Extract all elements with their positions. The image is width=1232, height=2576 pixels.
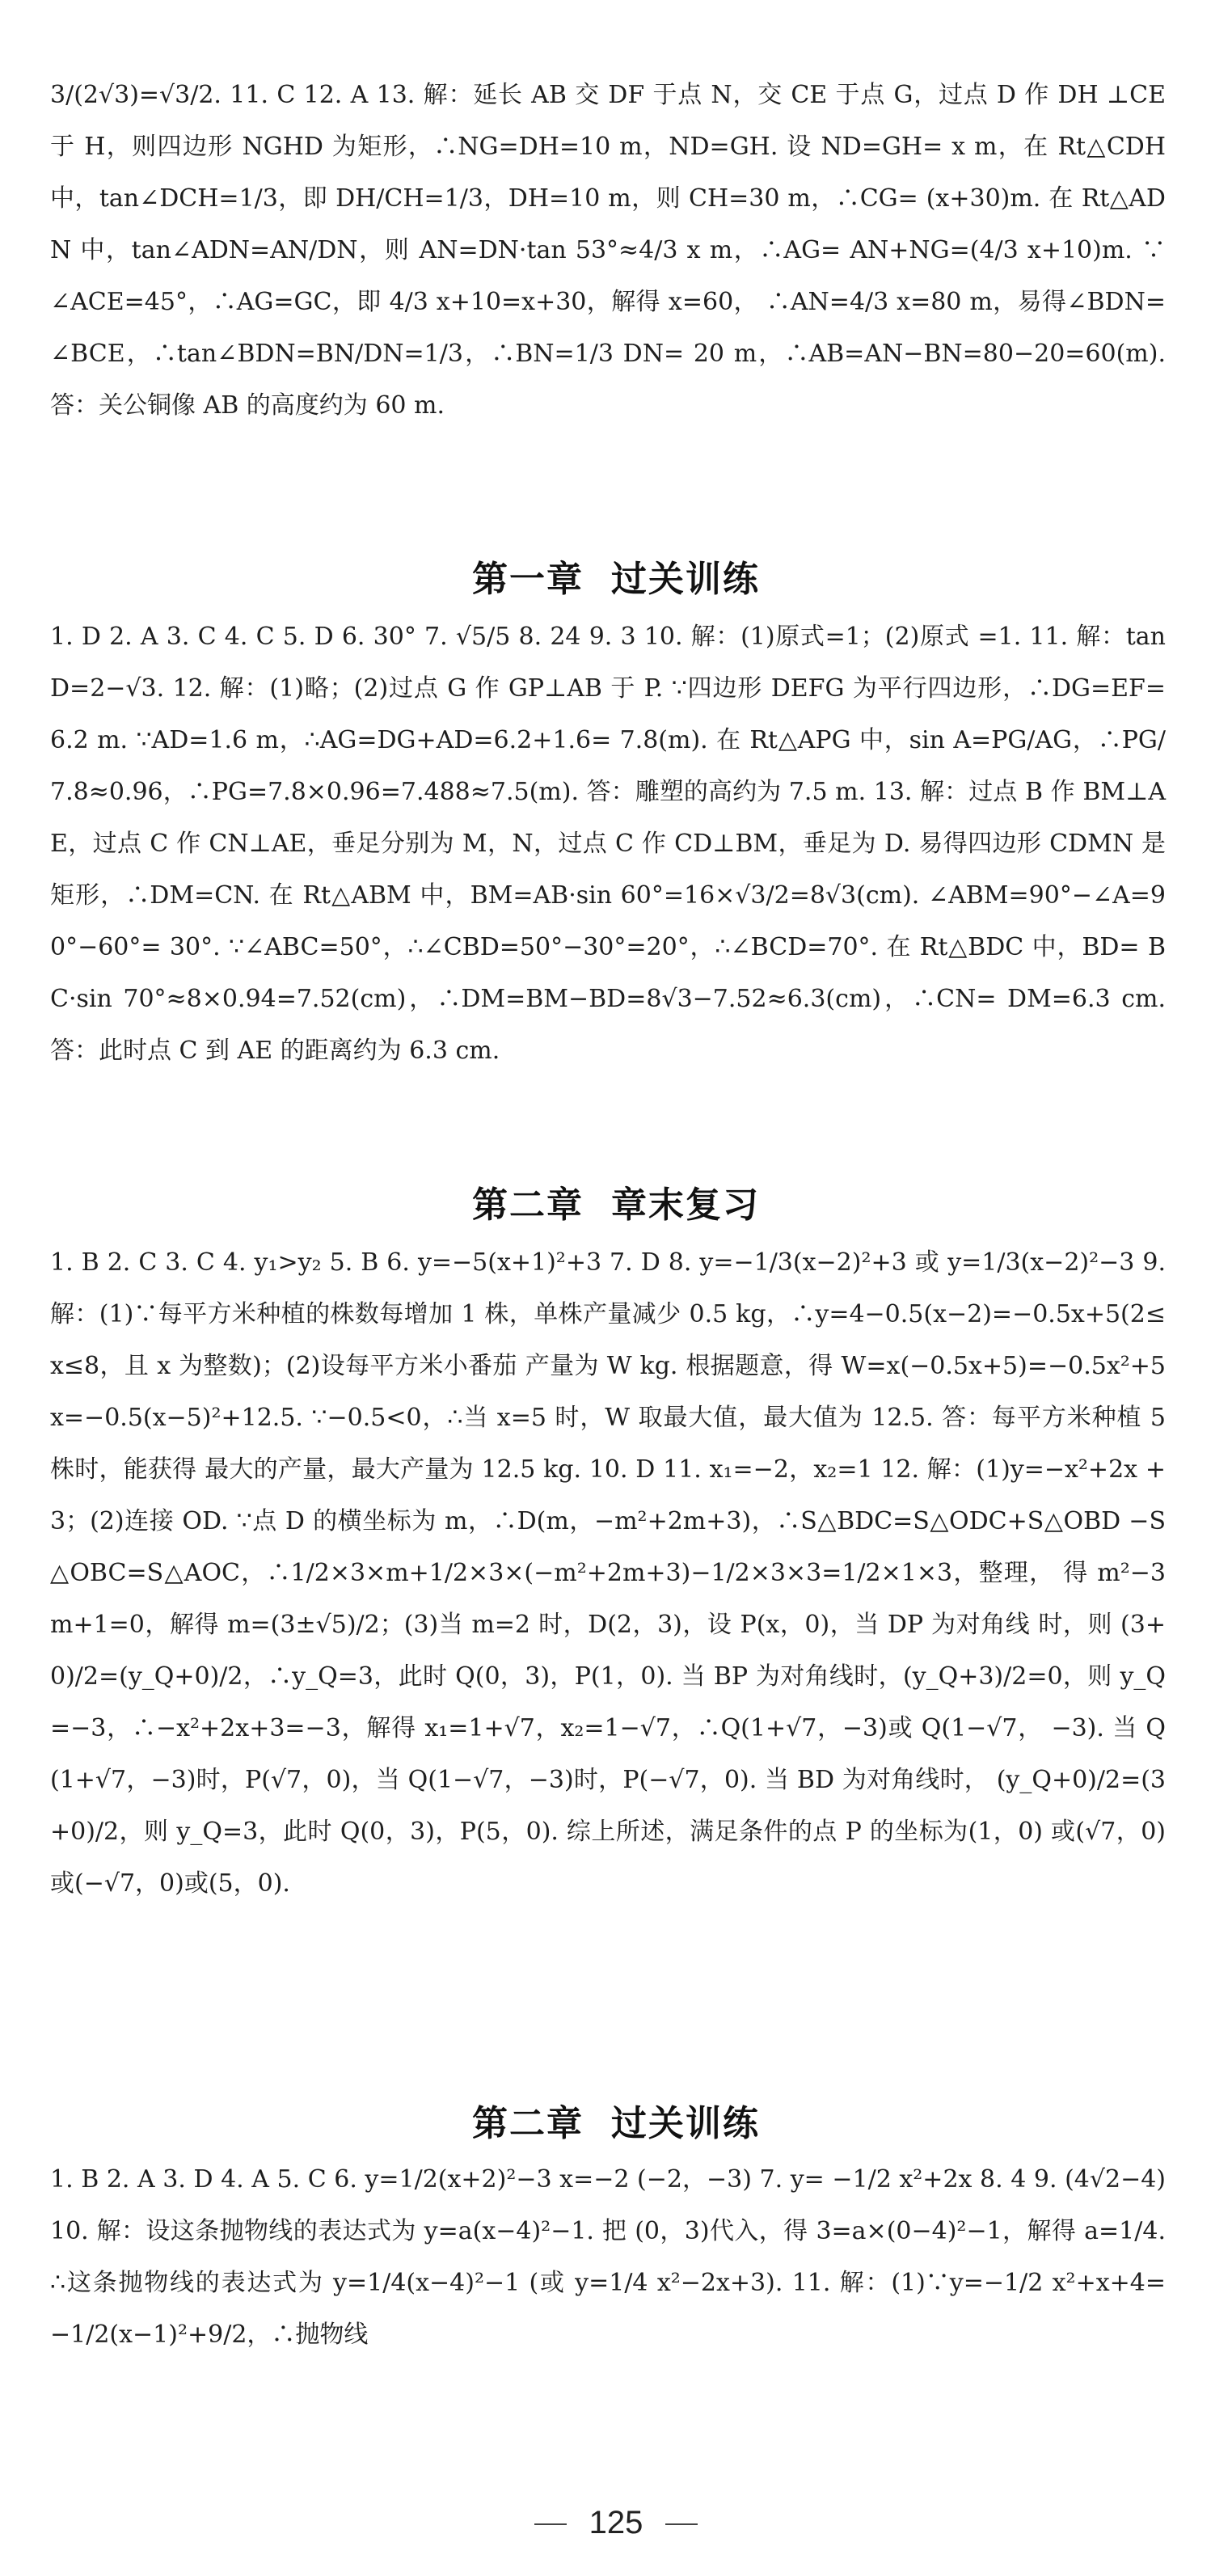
page-number-text: 125 bbox=[589, 2505, 643, 2540]
chapter-label: 第一章 bbox=[472, 559, 584, 600]
section-title: 章末复习 bbox=[611, 1185, 760, 1226]
chapter-label: 第二章 bbox=[472, 1185, 584, 1226]
section-title: 过关训练 bbox=[611, 559, 760, 600]
chapter-label: 第二章 bbox=[472, 2103, 584, 2144]
section-heading bbox=[0, 1176, 1232, 1227]
section-heading bbox=[0, 550, 1232, 602]
section-heading bbox=[0, 2094, 1232, 2146]
page-number bbox=[0, 2505, 1232, 2541]
section-title: 过关训练 bbox=[611, 2103, 760, 2144]
paragraph-answer-13: 3/(2√3)=√3/2. 11. C 12. A 13. 解：延长 AB 交 DF 于点 N，交 CE 于点 G，过点 D 作 DH ⊥CE 于 H，则四边形 NGHD 为矩形，∴NG=DH=10 m，ND=GH. 设 ND=GH= x m，在 Rt△CDH 中，tan∠DCH=1/3，即 DH/CH=1/3，DH=10 m，则 CH=30 m，∴CG= (x+30)m. 在 Rt△ADN 中，tan∠ADN=AN/DN，则 AN=DN·tan 53°≈4/3 x m，∴AG= AN+NG=(4/3 x+10)m. ∵∠ACE=45°，∴AG=GC，即 4/3 x+10=x+30，解得 x=60， ∴AN=4/3 x=80 m，易得∠BDN=∠BCE，∴tan∠BDN=BN/DN=1/3，∴BN=1/3 DN= 20 m，∴AB=AN−BN=80−20=60(m). 答：关公铜像 AB 的高度约为 60 m. bbox=[50, 81, 1166, 420]
paragraph-chapter2-review: 1. B 2. C 3. C 4. y₁>y₂ 5. B 6. y=−5(x+1)²+3 7. D 8. y=−1/3(x−2)²+3 或 y=1/3(x−2)²−3 9. 解：(1)∵每平方米种植的株数每增加 1 株，单株产量减少 0.5 kg，∴y=4−0.5(x−2)=−0.5x+5(2≤x≤8，且 x 为整数)；(2)设每平方米小番茄 产量为 W kg. 根据题意，得 W=x(−0.5x+5)=−0.5x²+5x=−0.5(x−5)²+12.5. ∵−0.5<0，∴当 x=5 时，W 取最大值，最大值为 12.5. 答：每平方米种植 5 株时，能获得 最大的产量，最大产量为 12.5 kg. 10. D 11. x₁=−2，x₂=1 12. 解：(1)y=−x²+2x +3；(2)连接 OD. ∵点 D 的横坐标为 m，∴D(m，−m²+2m+3)，∴S△BDC=S△ODC+S△OBD −S△OBC=S△AOC，∴1/2×3×m+1/2×3×(−m²+2m+3)−1/2×3×3=1/2×1×3，整理， 得 m²−3m+1=0，解得 m=(3±√5)/2；(3)当 m=2 时，D(2，3)，设 P(x，0)，当 DP 为对角线 时，则 (3+0)/2=(y_Q+0)/2，∴y_Q=3，此时 Q(0，3)，P(1，0). 当 BP 为对角线时，(y_Q+3)/2=0，则 y_Q =−3，∴−x²+2x+3=−3，解得 x₁=1+√7，x₂=1−√7，∴Q(1+√7，−3)或 Q(1−√7， −3). 当 Q(1+√7，−3)时，P(√7，0)，当 Q(1−√7，−3)时，P(−√7，0). 当 BD 为对角线时， (y_Q+0)/2=(3+0)/2，则 y_Q=3，此时 Q(0，3)，P(5，0). 综上所述，满足条件的点 P 的坐标为(1，0) 或(√7，0)或(−√7，0)或(5，0). bbox=[50, 1248, 1166, 1898]
paragraph-chapter2-test: 1. B 2. A 3. D 4. A 5. C 6. y=1/2(x+2)²−3 x=−2 (−2，−3) 7. y= −1/2 x²+2x 8. 4 9. (4√2−4) 10. 解：设这条抛物线的表达式为 y=a(x−4)²−1. 把 (0，3)代入，得 3=a×(0−4)²−1，解得 a=1/4. ∴这条抛物线的表达式为 y=1/4(x−4)²−1 (或 y=1/4 x²−2x+3). 11. 解：(1)∵y=−1/2 x²+x+4=−1/2(x−1)²+9/2，∴抛物线 bbox=[50, 2165, 1166, 2349]
paragraph-chapter1-answers: 1. D 2. A 3. C 4. C 5. D 6. 30° 7. √5/5 8. 24 9. 3 10. 解：(1)原式=1；(2)原式 =1. 11. 解：tan D=2−√3. 12. 解：(1)略；(2)过点 G 作 GP⊥AB 于 P. ∵四边形 DEFG 为平行四边形，∴DG=EF=6.2 m. ∵AD=1.6 m，∴AG=DG+AD=6.2+1.6= 7.8(m). 在 Rt△APG 中，sin A=PG/AG，∴PG/7.8≈0.96，∴PG=7.8×0.96=7.488≈7.5(m). 答：雕塑的高约为 7.5 m. 13. 解：过点 B 作 BM⊥AE，过点 C 作 CN⊥AE，垂足分别为 M，N，过点 C 作 CD⊥BM，垂足为 D. 易得四边形 CDMN 是矩形，∴DM=CN. 在 Rt△ABM 中，BM=AB·sin 60°=16×√3/2=8√3(cm). ∠ABM=90°−∠A=90°−60°= 30°. ∵∠ABC=50°，∴∠CBD=50°−30°=20°，∴∠BCD=70°. 在 Rt△BDC 中，BD= BC·sin 70°≈8×0.94=7.52(cm)，∴DM=BM−BD=8√3−7.52≈6.3(cm)，∴CN= DM=6.3 cm. 答：此时点 C 到 AE 的距离约为 6.3 cm. bbox=[50, 623, 1166, 1065]
